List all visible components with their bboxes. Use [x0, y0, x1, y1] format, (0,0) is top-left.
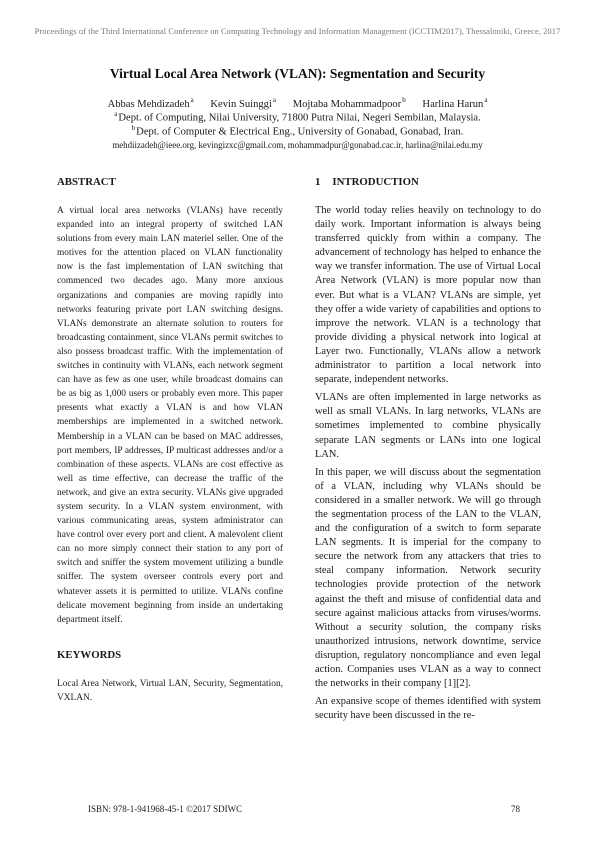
- author: Kevin Suinggi$^a$: [210, 96, 277, 110]
- author: Abbas Mehdizadeh$^a$: [107, 96, 194, 110]
- intro-paragraph: VLANs are often implemented in large networks as well as small VLANs. In larg networks, VLANs are sometimes implemented to combine physically separate LAN segments or LANs into one logical LAN.: [315, 392, 541, 460]
- author-emails: mehdiizadeh@ieee.org, kevingizxc@gmail.com, mohammadpur@gonabad.cac.ir, harlina@nilai.edu.my: [112, 140, 483, 150]
- intro-paragraph: In this paper, we will discuss about the segmentation of a VLAN, including why VLANs should be considered in a smaller network. We will go through the segmentation process of the LAN to the VLAN, and the configuration of a switch to form separate LAN segments. It is imperial for the company to secure the network from any attackers that tries to steal company information. Network security technologies provide protection of the network against the theft and misuse of confidential data and secure against malicious attacks from viruses/worms. Without a security solution, the company risks unauthorized intrusions, network downtime, service disruption, regulatory noncompliance and even legal action. Companies uses VLAN as a way to connect the networks in their company [1][2].: [315, 466, 541, 690]
- paper-title: Virtual Local Area Network (VLAN): Segmentation and Security: [109, 66, 486, 81]
- affiliation-a: $^a$Dept. of Computing, Nilai University, 71800 Putra Nilai, Negeri Sembilan, Malaysia.: [114, 110, 481, 124]
- intro-paragraph: An expansive scope of themes identified with system security have been discussed in the re-: [315, 696, 541, 722]
- intro-paragraph: The world today relies heavily on technology to do daily work. Important information is always being transferred quickly from within a company. The advancement of technology has helped to enhance the way we transfer information. The use of Virtual Local Area Network (VLAN) is more popular now than ever. But what is a VLAN? VLANs are simple, yet they offer a wide variety of capabilities and options to improve the network. VLAN is a technology that provide dividing a physical network into logical at Layer two. Functionally, VLANs allow a network administrator to partition a local network into separate, independent networks.: [315, 205, 541, 386]
- page-number: 78: [511, 804, 520, 814]
- proceedings-header: Proceedings of the Third International Conference on Computing Technology and Information Management (ICCTIM2017), Thessaloniki, Greece, 2017: [34, 27, 561, 36]
- keywords-heading: KEYWORDS: [57, 648, 122, 661]
- keywords-text: Local Area Network, Virtual LAN, Security, Segmentation, VXLAN.: [57, 678, 283, 703]
- introduction-heading: [315, 176, 541, 190]
- footer-isbn: ISBN: 978-1-941968-45-1 ©2017 SDIWC: [88, 804, 243, 814]
- right-column: [315, 176, 541, 727]
- author: Mojtaba Mohammadpoor$^b$: [292, 96, 406, 110]
- section-title: INTRODUCTION: [332, 176, 419, 188]
- affiliation-b: $^b$Dept. of Computer & Electrical Eng., University of Gonabad, Gonabad, Iran.: [131, 124, 464, 138]
- left-column: [57, 176, 283, 705]
- author: Harlina Harun$^a$: [422, 96, 488, 110]
- abstract-heading: ABSTRACT: [57, 176, 116, 188]
- abstract-text: A virtual local area networks (VLANs) have recently expanded into an integral property of switched LAN solutions from every main LAN materiel seller. One of the motives for the attention placed on VLAN functionality now is the fast implementation of LAN switching that commenced two decades ago. Many more anxious organizations and companies are moving rapidly into networks featuring private port LAN switching designs. VLANs demonstrate an alternate solution to routers for broadcasting containment, since VLANs permit switches to also possess broadcast traffic. With the implementation of switches in continuity with VLANs, each network segment can have as few as one user, while broadcast domains can be as big as 1,000 users or probably even more. This paper presents what exactly a VLAN is and how VLAN memberships are implemented in a switched network. Membership in a VLAN can be based on MAC addresses, port members, IP addresses, IP multicast addresses and/or a combination of these aspects. VLANs are cost effective as well as time effective, can decrease the traffic of the network, and give an extra security. VLANs give upgraded system security. In a VLAN system environment, with various communicating areas, system administrator can have control over every port and client. A malevolent client can no more simply connect their station to any port of switch and sniffer the system movement utilizing a bundle sniffer. The system overseer controls every port and whatever assets it is permitted to utilize. VLANs confine delicate movement beginning from inside an undertaking department itself.: [57, 206, 283, 625]
- section-number: 1: [315, 176, 321, 188]
- author-list: [40, 96, 555, 110]
